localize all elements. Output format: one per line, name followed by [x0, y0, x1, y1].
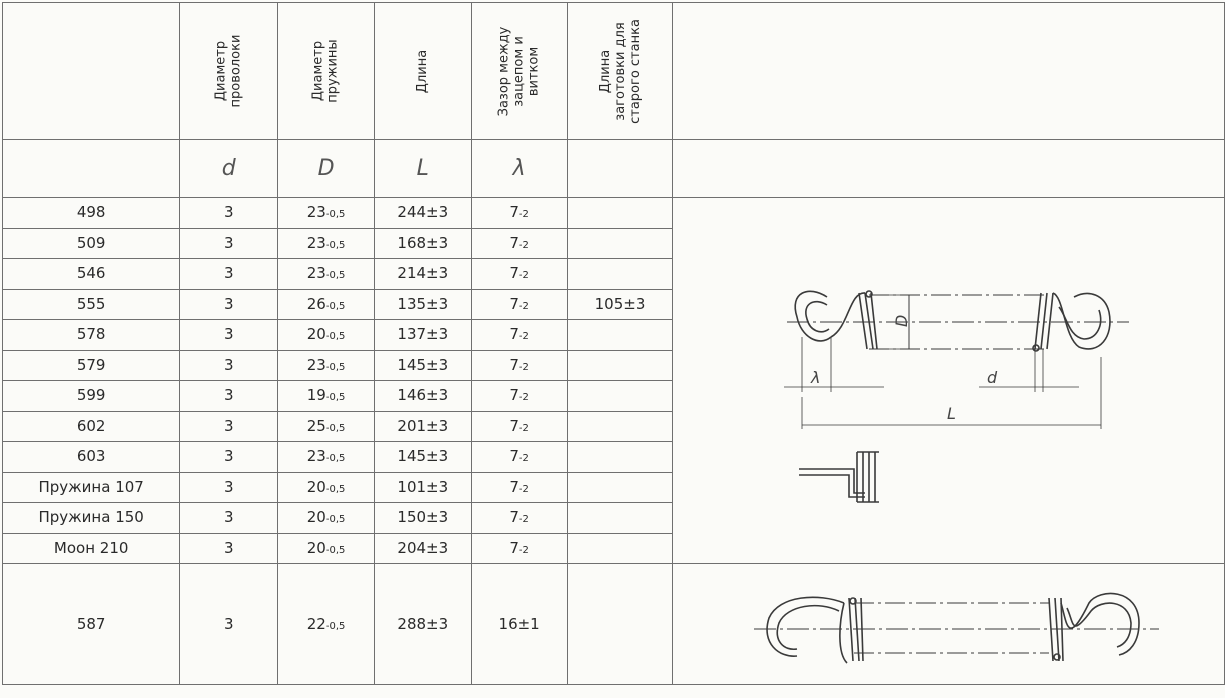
label-D: D: [892, 314, 911, 327]
symbol-lambda: λ: [471, 140, 567, 198]
spring-name: 587: [3, 564, 180, 685]
wire-diameter: 3: [180, 472, 278, 503]
blank-length: [567, 350, 673, 381]
symbol-empty: [3, 140, 180, 198]
spring-diameter: 23-0,5: [278, 442, 375, 473]
spring-length: 101±3: [374, 472, 471, 503]
blank-length: [567, 228, 673, 259]
blank-length: [567, 320, 673, 351]
symbol-D: D: [278, 140, 375, 198]
wire-diameter: 3: [180, 198, 278, 229]
spring-name: 509: [3, 228, 180, 259]
hook-gap: 16±1: [471, 564, 567, 685]
header-row: [3, 3, 1225, 140]
hook-gap: 7-2: [471, 289, 567, 320]
wire-diameter: 3: [180, 228, 278, 259]
spring-name: 555: [3, 289, 180, 320]
hook-gap: 7-2: [471, 198, 567, 229]
header-wire-diameter: [180, 3, 278, 140]
spring-name: 599: [3, 381, 180, 412]
blank-length: [567, 442, 673, 473]
spring-length: 201±3: [374, 411, 471, 442]
symbol-row: [3, 140, 1225, 198]
spring-length: 214±3: [374, 259, 471, 290]
spring-length: 204±3: [374, 533, 471, 564]
spring-name: 498: [3, 198, 180, 229]
wire-diameter: 3: [180, 381, 278, 412]
hook-gap: 7-2: [471, 411, 567, 442]
header-line: проволоки: [228, 34, 244, 108]
spring-name: Моон 210: [3, 533, 180, 564]
hook-gap: 7-2: [471, 320, 567, 351]
wire-diameter: 3: [180, 259, 278, 290]
wire-diameter: 3: [180, 320, 278, 351]
spring-diameter: 22-0,5: [278, 564, 375, 685]
spring-length: 150±3: [374, 503, 471, 534]
wire-diameter: 3: [180, 564, 278, 685]
spring-diameter: 20-0,5: [278, 533, 375, 564]
wire-diameter: 3: [180, 350, 278, 381]
spring-name: 579: [3, 350, 180, 381]
label-lambda: λ: [811, 368, 821, 387]
spring-name: 602: [3, 411, 180, 442]
spring-length: 135±3: [374, 289, 471, 320]
spring-diameter: 20-0,5: [278, 320, 375, 351]
header-name-cell: [3, 3, 180, 140]
blank-length: [567, 259, 673, 290]
blank-length: [567, 411, 673, 442]
blank-length: [567, 381, 673, 412]
symbol-d: d: [180, 140, 278, 198]
header-line: Зазор между: [496, 26, 512, 116]
wire-diameter: 3: [180, 503, 278, 534]
hook-gap: 7-2: [471, 350, 567, 381]
blank-length: [567, 198, 673, 229]
hook-gap: 7-2: [471, 472, 567, 503]
wire-diameter: 3: [180, 533, 278, 564]
blank-length: 105±3: [567, 289, 673, 320]
header-line: старого станка: [627, 18, 643, 124]
spring-name: 578: [3, 320, 180, 351]
spring-diameter: 23-0,5: [278, 198, 375, 229]
header-line: Диаметр: [213, 40, 229, 102]
label-L: L: [947, 404, 956, 423]
spring-length: 288±3: [374, 564, 471, 685]
spring-diameter: 19-0,5: [278, 381, 375, 412]
spring-diameter: 20-0,5: [278, 503, 375, 534]
header-drawing-cell: [673, 3, 1225, 140]
blank-length: [567, 472, 673, 503]
spring-name: 546: [3, 259, 180, 290]
spring-diameter: 26-0,5: [278, 289, 375, 320]
spring-name: Пружина 107: [3, 472, 180, 503]
hook-gap: 7-2: [471, 442, 567, 473]
spring-length: 168±3: [374, 228, 471, 259]
spring-drawing-main: [669, 197, 1224, 567]
spring-name: Пружина 150: [3, 503, 180, 534]
blank-length: [567, 503, 673, 534]
wire-diameter: 3: [180, 442, 278, 473]
spring-length: 137±3: [374, 320, 471, 351]
hook-gap: 7-2: [471, 533, 567, 564]
symbol-empty-blank: [567, 140, 673, 198]
header-line: Длина: [415, 49, 431, 94]
header-line: заготовки для: [612, 21, 628, 121]
header-line: зацепом и: [511, 35, 527, 107]
blank-length: [567, 533, 673, 564]
symbol-L: L: [374, 140, 471, 198]
hook-gap: 7-2: [471, 381, 567, 412]
spring-length: 146±3: [374, 381, 471, 412]
wire-diameter: 3: [180, 411, 278, 442]
header-spring-diameter: [278, 3, 375, 140]
header-line: витком: [526, 46, 542, 96]
header-length: [374, 3, 471, 140]
wire-diameter: 3: [180, 289, 278, 320]
header-gap: [471, 3, 567, 140]
header-line: пружины: [326, 39, 342, 103]
spring-length: 145±3: [374, 442, 471, 473]
symbol-drawing-cell: [673, 140, 1225, 198]
blank-length: [567, 564, 673, 685]
hook-gap: 7-2: [471, 228, 567, 259]
spring-diameter: 20-0,5: [278, 472, 375, 503]
spring-length: 244±3: [374, 198, 471, 229]
header-line: Длина: [597, 49, 613, 93]
spring-name: 603: [3, 442, 180, 473]
spring-diameter: 23-0,5: [278, 228, 375, 259]
spring-diameter: 23-0,5: [278, 259, 375, 290]
hook-gap: 7-2: [471, 503, 567, 534]
spring-diameter: 25-0,5: [278, 411, 375, 442]
spring-diameter: 23-0,5: [278, 350, 375, 381]
header-blank-length: [567, 3, 673, 140]
hook-gap: 7-2: [471, 259, 567, 290]
label-d: d: [987, 368, 998, 387]
spring-length: 145±3: [374, 350, 471, 381]
header-line: Диаметр: [311, 40, 327, 102]
spring-drawing-587: [669, 573, 1224, 693]
